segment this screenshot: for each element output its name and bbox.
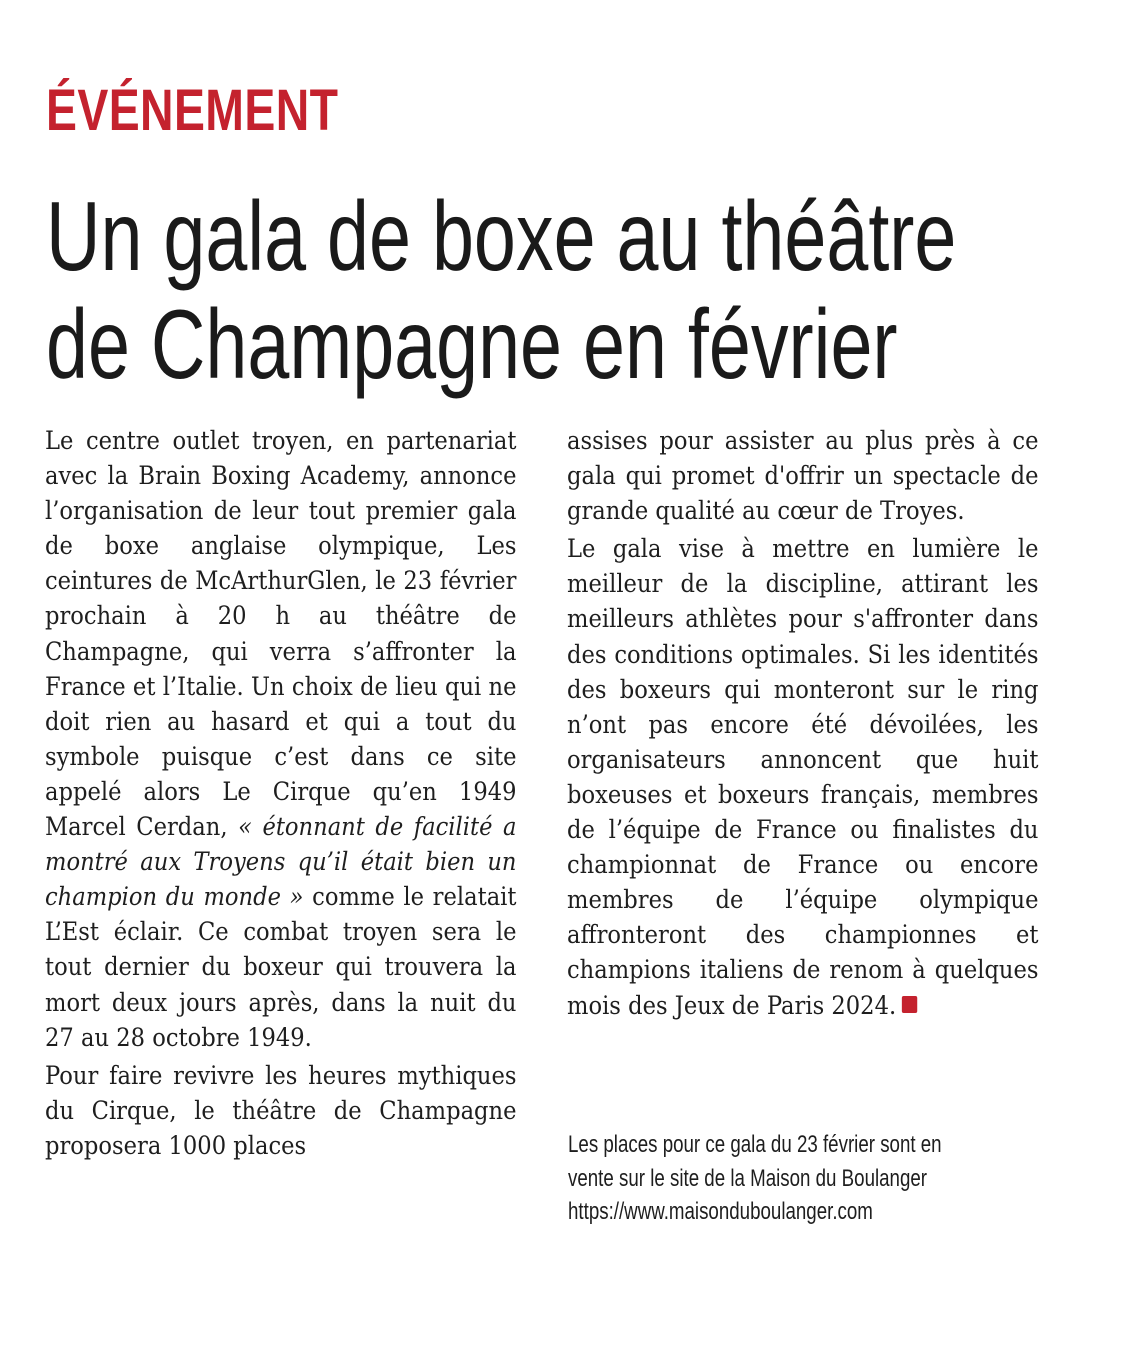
paragraph-1: [45, 423, 517, 1055]
headline-line-2: de Champagne en février: [46, 289, 898, 399]
paragraph-1-text-a: Le centre outlet troyen, en partenariat avec la Brain Boxing Academy, annonce l’organisation de leur tout premier gala de boxe anglaise olympique, Les ceintures de McArthurGlen, le 23 février prochain à 20 h au théâtre de Champagne, qui verra s’affronter la France et l’Italie. Un choix de lieu qui ne doit rien au hasard et qui a tout du symbole puisque c’est dans ce site appelé alors Le Cirque qu’en 1949 Marcel Cerdan,: [45, 426, 517, 842]
ticket-info-footnote: [568, 1128, 1038, 1229]
end-of-article-square-icon: [902, 996, 917, 1013]
footnote-line-1: Les places pour ce gala du 23 février sont en: [568, 1131, 942, 1158]
paragraph-3-text: Le gala vise à mettre en lumière le meilleur de la discipline, attirant les meilleurs athlètes pour s'affronter dans des conditions optimales. Si les identités des boxeurs qui monteront sur le ring n’ont pas encore été dévoilées, les organisateurs annoncent que huit boxeuses et boxeurs français, membres de l’équipe de France ou finalistes du championnat de France ou encore membres de l’équipe olympique affronteront des championnes et champions italiens de renom à quelques mois des Jeux de Paris 2024.: [567, 534, 1039, 1020]
cerdan-quote: « étonnant de facilité a montré aux Troyens qu’il était bien un champion du monde »: [45, 812, 517, 912]
article-column-left: [45, 423, 517, 1163]
paragraph-2-continued: assises pour assister au plus près à ce gala qui promet d'offrir un spectacle de grande qualité au cœur de Troyes.: [567, 426, 1039, 526]
paragraph-1-text-b: comme le relatait L’Est éclair. Ce combat troyen sera le tout dernier du boxeur qui trouvera la mort deux jours après, dans la nuit du 27 au 28 octobre 1949.: [45, 882, 517, 1052]
paragraph-2: Pour faire revivre les heures mythiques du Cirque, le théâtre de Champagne proposera 1000 places: [45, 1060, 517, 1160]
article-headline: [46, 182, 956, 398]
headline-line-1: Un gala de boxe au théâtre: [46, 181, 957, 291]
article-column-right: [567, 423, 1039, 1023]
footnote-line-2: vente sur le site de la Maison du Boulanger: [568, 1164, 928, 1192]
ticket-website-link[interactable]: https://www.maisonduboulanger.com: [568, 1198, 873, 1225]
paragraph-3: [567, 531, 1039, 1022]
section-kicker: ÉVÉNEMENT: [46, 78, 339, 143]
